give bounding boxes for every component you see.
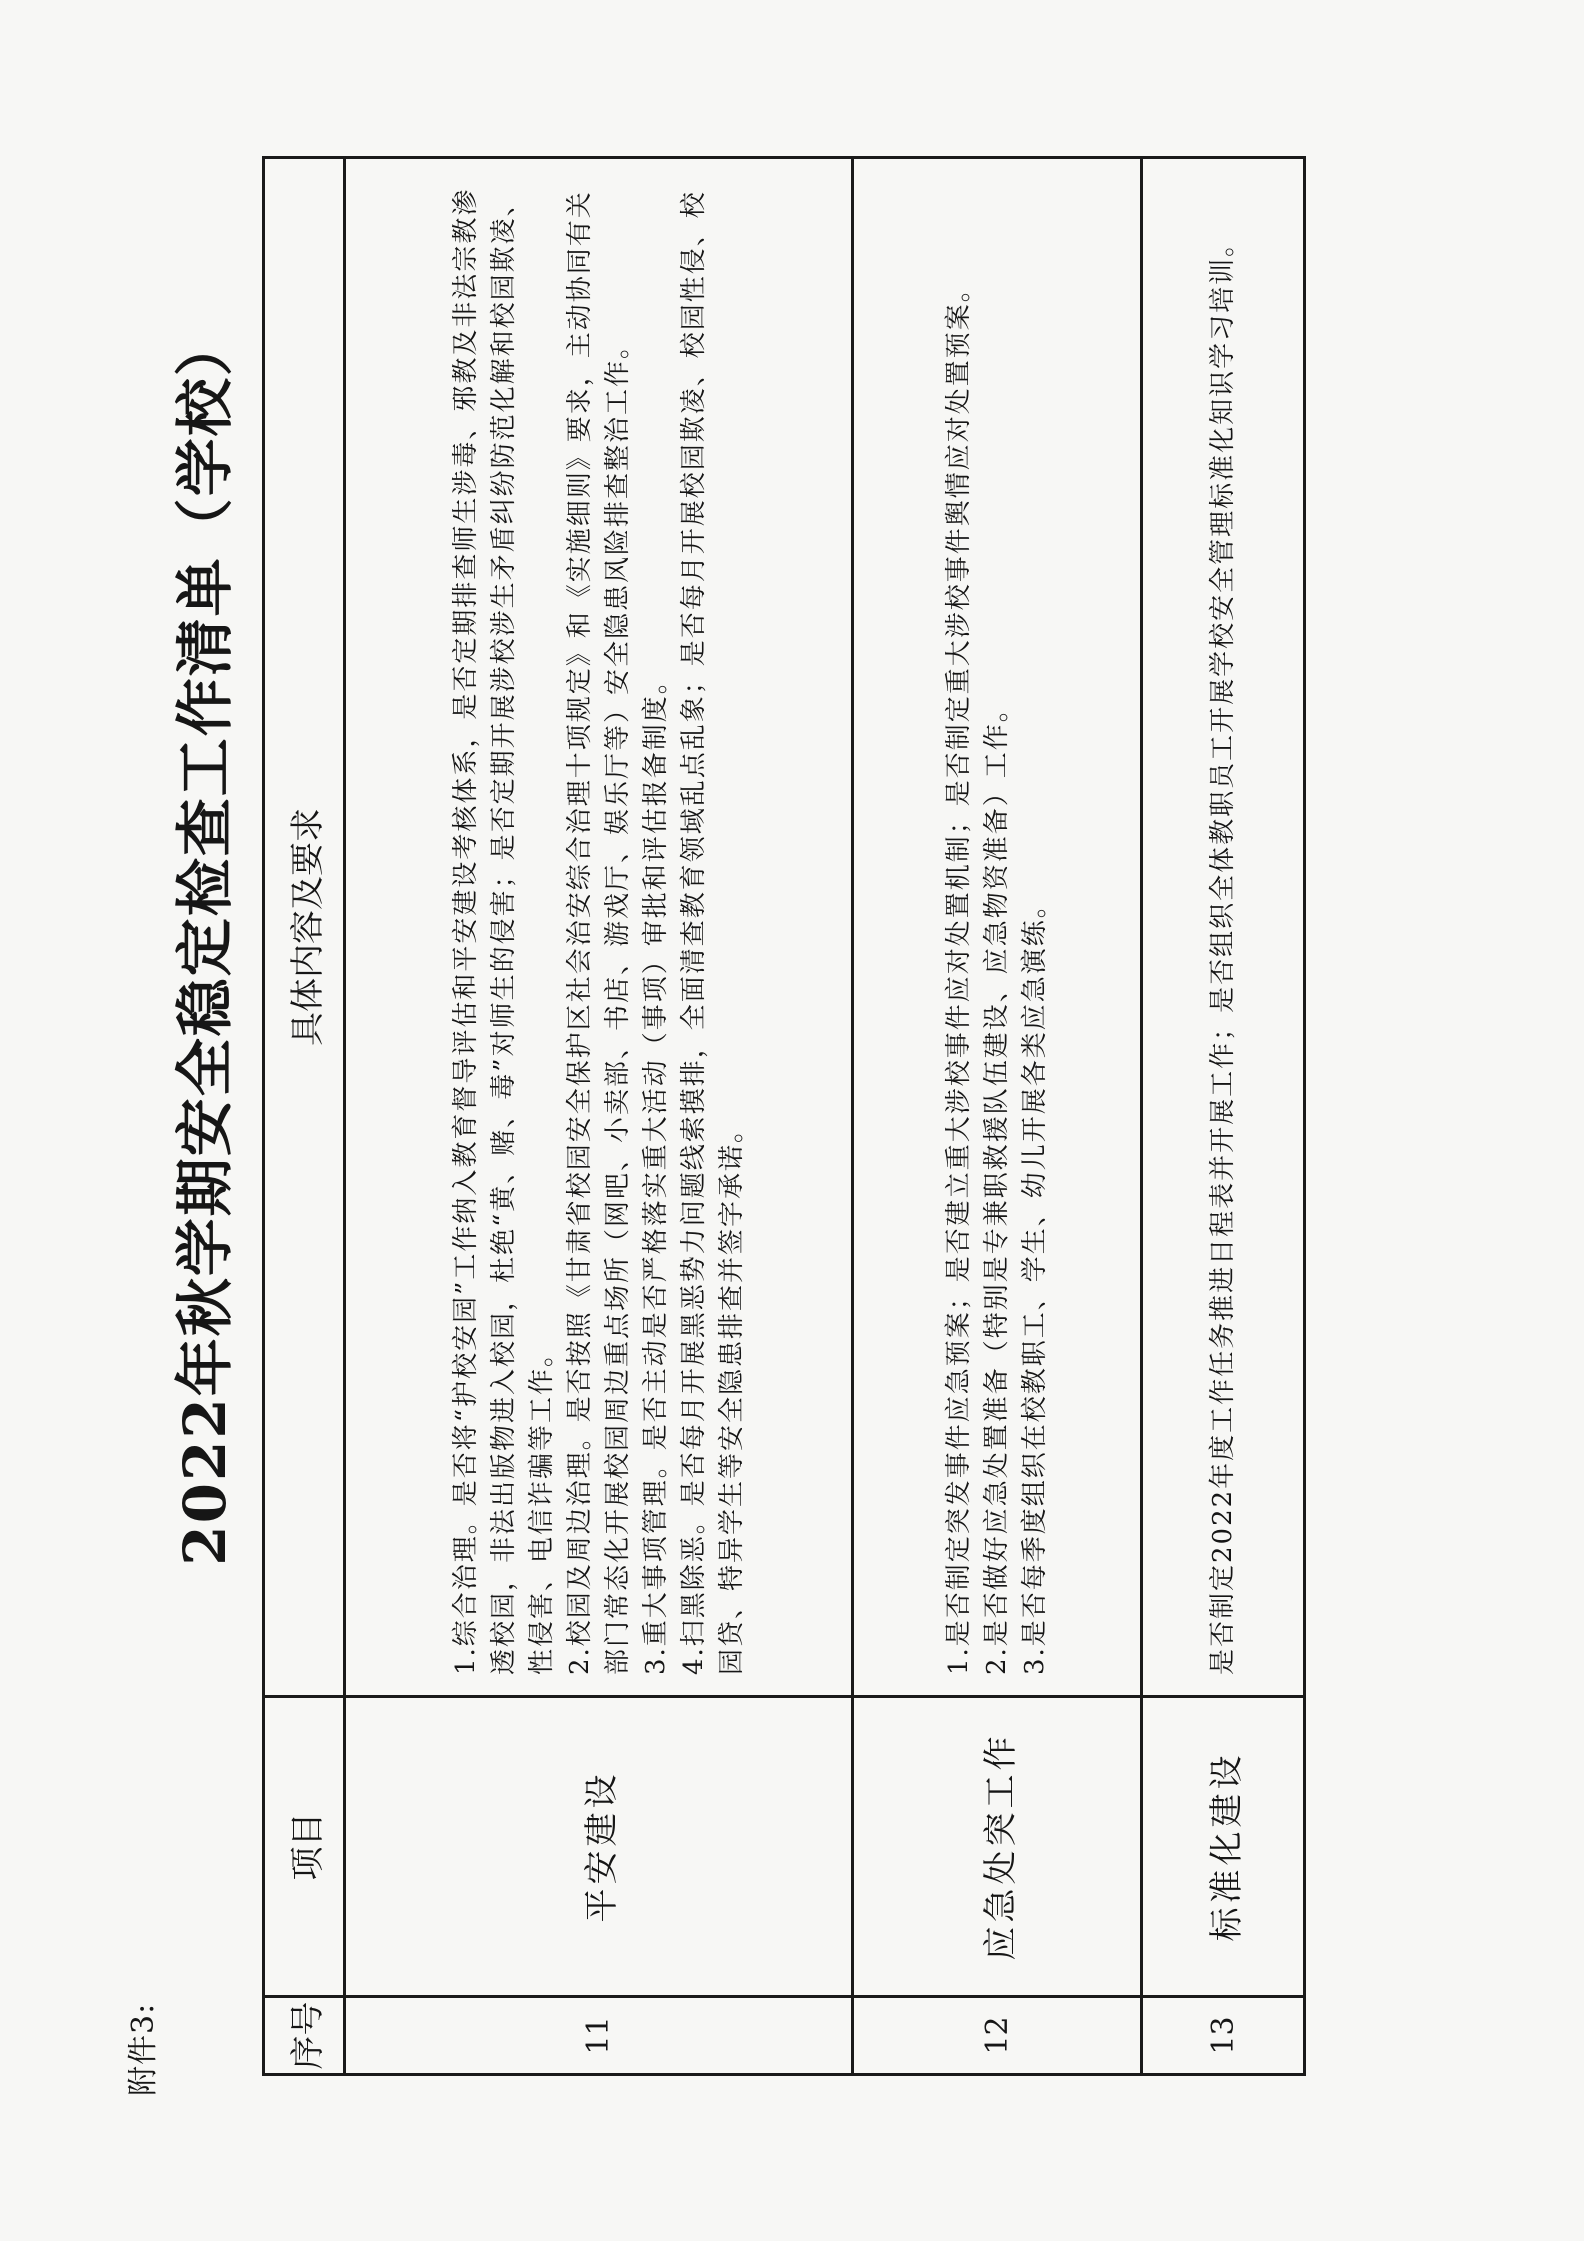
requirement-line: 1.是否制定突发事件应急预案；是否建立重大涉校事件应对处置机制；是否制定重大涉校事件舆情应对处置预案。 (944, 274, 974, 1675)
attachment-label: 附件3: (126, 2002, 161, 2096)
row-number: 11 (345, 1997, 853, 2075)
table-header-row (264, 158, 345, 2075)
row-number: 12 (853, 1997, 1142, 2075)
row-requirements (345, 158, 853, 1697)
row-requirements (1142, 158, 1305, 1697)
requirement-line: 2.校园及周边治理。是否按照《甘肃省校园安全保护区社会治安综合治理十项规定》和《实施细则》要求，主动协同有关部门常态化开展校园周边重点场所（网吧、小卖部、书店、游戏厅、娱乐厅等）安全隐患风险排查整治工作。 (564, 190, 633, 1675)
header-requirements: 具体内容及要求 (264, 158, 345, 1697)
header-project: 项目 (264, 1697, 345, 1997)
row-project: 应急处突工作 (853, 1697, 1142, 1997)
header-index: 序号 (264, 1997, 345, 2075)
row-requirements (853, 158, 1142, 1697)
row-project: 标准化建设 (1142, 1697, 1305, 1997)
requirement-line: 1.综合治理。是否将“护校安园”工作纳入教育督导评估和平安建设考核体系，是否定期排查师生涉毒、邪教及非法宗教渗透校园，非法出版物进入校园，杜绝“黄、赌、毒”对师生的侵害；是否定期开展涉校涉生矛盾纠纷防范化解和校园欺凌、性侵害、电信诈骗等工作。 (450, 187, 557, 1675)
table-row (1142, 158, 1305, 2075)
row-project: 平安建设 (345, 1697, 853, 1997)
requirement-line: 3.是否每季度组织在校教职工、学生、幼儿开展各类应急演练。 (1020, 890, 1050, 1675)
requirement-line: 3.重大事项管理。是否主动是否严格落实重大活动（事项）审批和评估报备制度。 (640, 666, 671, 1675)
checklist-table (262, 156, 1306, 2076)
table-row (345, 158, 853, 2075)
page-title: 2022年秋学期安全稳定检查工作清单（学校） (171, 316, 239, 1566)
requirement-line: 是否制定2022年度工作任务推进日程表并开展工作；是否组织全体教职员工开展学校安全管理标准化知识学习培训。 (1208, 228, 1238, 1675)
row-number: 13 (1142, 1997, 1305, 2075)
table-row (853, 158, 1142, 2075)
requirement-line: 2.是否做好应急处置准备（特别是专兼职救援队伍建设、应急物资准备）工作。 (982, 694, 1012, 1675)
requirement-line: 4.扫黑除恶。是否每月开展黑恶势力问题线索摸排，全面清查教育领域乱点乱象；是否每月开展校园欺凌、校园性侵、校园贷、特异学生等安全隐患排查并签字承诺。 (678, 190, 747, 1675)
